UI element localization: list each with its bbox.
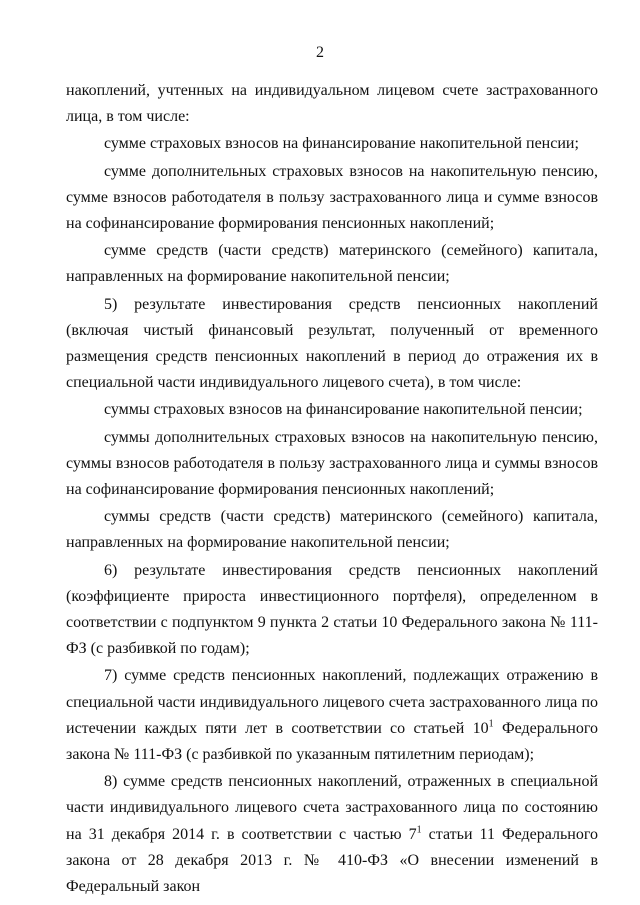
list-item-additional-contributions-2: суммы дополнительных страховых взносов на накопительную пенсию, суммы взносов работодателя в пользу застрахованного лица и суммы взносов на софинансирование формирования пенсионных накоплений; [66, 428, 598, 499]
clause-7-text-after: Федерального закона № 111-ФЗ (с разбивкой по указанным пятилетним периодам); [66, 719, 598, 764]
clause-7-text-before: 7) сумме средств пенсионных накоплений, подлежащих отражению в специальной части индивидуального лицевого счета застрахованного лица по истечении каждых пяти лет в соответствии со статьей 10 [66, 667, 598, 737]
clause-8-text-after: статьи 11 Федерального закона от 28 декабря 2013 г. № 410-ФЗ «О внесении изменений в Федеральный закон [66, 825, 598, 896]
paragraph-continuation: накоплений, учтенных на индивидуальном лицевом счете застрахованного лица, в том числе: [66, 82, 598, 126]
clause-8-special-part [66, 769, 598, 900]
clause-8-superscript: 1 [416, 824, 422, 836]
clause-7-five-year-periods [66, 663, 598, 768]
clause-7-superscript: 1 [488, 718, 494, 730]
page-number: 2 [316, 44, 324, 61]
clause-5-investment-result: 5) результате инвестирования средств пенсионных накоплений (включая чистый финансовый результат, полученный от временного размещения средств пенсионных накоплений в период до отражения их в специальной части индивидуального лицевого счета), в том числе: [66, 295, 598, 392]
clause-8-text-before: 8) сумме средств пенсионных накоплений, отраженных в специальной части индивидуального лицевого счета застрахованного лица по состоянию на 31 декабря 2014 г. в соответствии с частью 7 [66, 773, 598, 843]
clause-6-growth-coefficient: 6) результате инвестирования средств пенсионных накоплений (коэффициенте прироста инвестиционного портфеля), определенном в соответствии с подпунктом 9 пункта 2 статьи 10 Федерального закона № 111-ФЗ (с разбивкой по годам); [66, 561, 598, 658]
list-item-additional-contributions: сумме дополнительных страховых взносов на накопительную пенсию, сумме взносов работодателя в пользу застрахованного лица и сумме взносов на софинансирование формирования пенсионных накоплений; [66, 162, 598, 233]
list-item-maternity-capital-2: суммы средств (части средств) материнского (семейного) капитала, направленных на формирование накопительной пенсии; [66, 508, 598, 552]
list-item-insurance-contributions-2: суммы страховых взносов на финансирование накопительной пенсии; [104, 401, 583, 419]
document-body [66, 78, 598, 901]
list-item-maternity-capital: сумме средств (части средств) материнского (семейного) капитала, направленных на формирование накопительной пенсии; [66, 242, 598, 286]
list-item-insurance-contributions: сумме страховых взносов на финансирование накопительной пенсии; [104, 135, 579, 153]
